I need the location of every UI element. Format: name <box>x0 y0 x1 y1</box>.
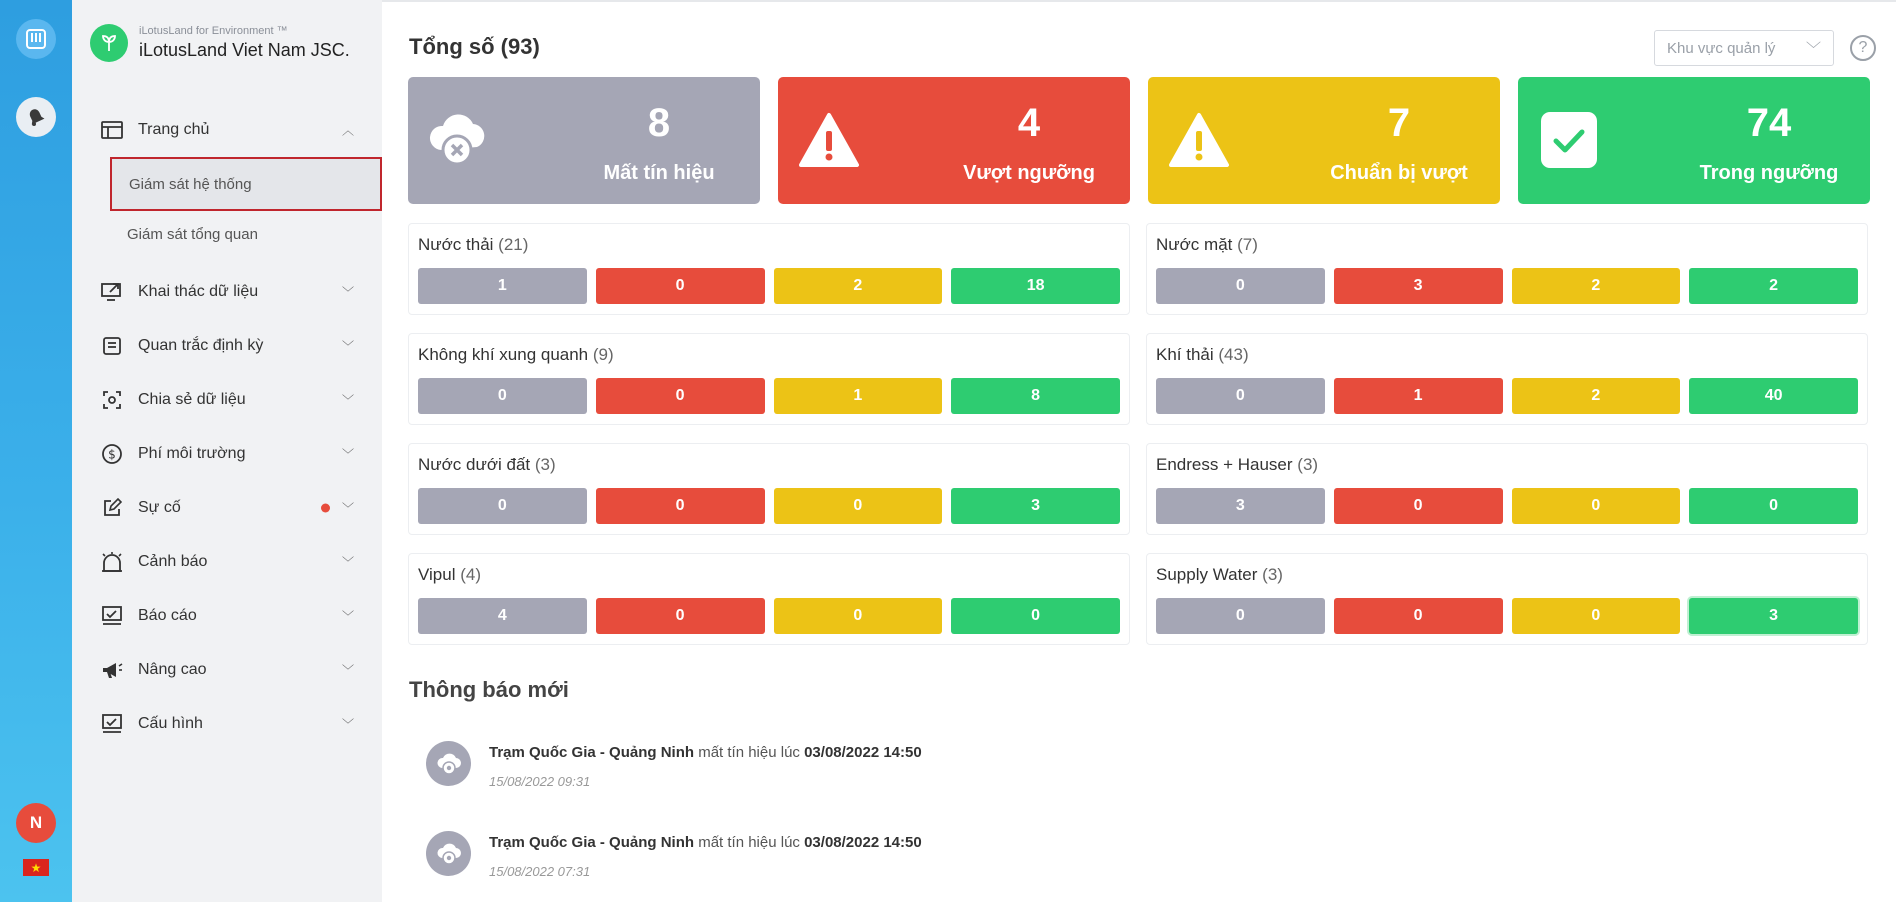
alarm-icon <box>100 550 124 574</box>
summary-label: Chuẩn bị vượt <box>1330 162 1468 184</box>
exceeded-count[interactable]: 3 <box>1334 268 1503 304</box>
within-threshold-count[interactable]: 3 <box>951 488 1120 524</box>
summary-count: 4 <box>1017 101 1041 145</box>
sidebar-subitem-system-monitoring[interactable]: Giám sát hệ thống <box>110 157 382 211</box>
group-card <box>1146 443 1868 535</box>
monitor-export-icon <box>100 280 124 304</box>
sidebar-item-warning[interactable] <box>72 535 382 589</box>
sidebar-item-label: Chia sẻ dữ liệu <box>138 391 246 408</box>
sidebar-item-label: Cảnh báo <box>138 553 208 570</box>
news-title: Thông báo mới <box>409 677 569 702</box>
notification-station: Trạm Quốc Gia - Quảng Ninh <box>489 834 695 851</box>
group-name: Nước dưới đất <box>418 455 531 474</box>
sidebar-item-environmental-fee[interactable] <box>72 427 382 481</box>
chevron-down-icon: ﹀ <box>341 609 354 624</box>
within-threshold-count[interactable]: 0 <box>951 598 1120 634</box>
app-logo-icon[interactable] <box>16 19 56 59</box>
document-icon <box>100 334 124 358</box>
summary-label: Trong ngưỡng <box>1699 162 1839 184</box>
exceeded-count[interactable]: 0 <box>596 268 765 304</box>
lost-signal-icon <box>426 741 471 786</box>
sidebar-item-home[interactable] <box>72 103 382 157</box>
group-count: (21) <box>498 235 529 254</box>
svg-text:$: $ <box>108 447 116 462</box>
exceeded-count[interactable]: 0 <box>596 378 765 414</box>
sidebar-item-label: Sự cố <box>138 499 181 516</box>
group-count: (4) <box>460 565 482 584</box>
group-count: (3) <box>1297 455 1319 474</box>
near-exceeded-count[interactable]: 0 <box>1512 598 1681 634</box>
near-exceeded-count[interactable]: 0 <box>774 488 943 524</box>
sidebar-item-label: Phí môi trường <box>138 445 246 462</box>
group-card <box>1146 333 1868 425</box>
exceeded-count[interactable]: 0 <box>596 488 765 524</box>
group-title <box>1156 235 1858 259</box>
near-exceeded-count[interactable]: 2 <box>1512 268 1681 304</box>
group-name: Vipul <box>418 565 456 584</box>
config-monitor-icon <box>100 712 124 736</box>
group-card <box>408 443 1130 535</box>
within-threshold-count[interactable]: 8 <box>951 378 1120 414</box>
group-name: Khí thải <box>1156 345 1214 364</box>
within-threshold-count[interactable]: 3 <box>1689 598 1858 634</box>
notification-station: Trạm Quốc Gia - Quảng Ninh <box>489 744 695 761</box>
group-title <box>1156 345 1858 369</box>
group-name: Nước thải <box>418 235 494 254</box>
notification-message: mất tín hiệu lúc <box>694 744 805 761</box>
group-count: (3) <box>534 455 556 474</box>
edit-icon <box>100 496 124 520</box>
check-square-icon <box>1536 107 1602 173</box>
sidebar-item-label: Trang chủ <box>138 121 210 138</box>
region-select[interactable] <box>1654 30 1834 66</box>
exceeded-count[interactable]: 0 <box>1334 488 1503 524</box>
within-threshold-count[interactable]: 2 <box>1689 268 1858 304</box>
group-name: Nước mặt <box>1156 235 1233 254</box>
near-exceeded-count[interactable]: 0 <box>1512 488 1681 524</box>
sidebar-item-label: Báo cáo <box>138 607 197 624</box>
help-icon[interactable]: ? <box>1850 35 1876 61</box>
notification-item[interactable] <box>426 831 1626 891</box>
megaphone-icon <box>100 658 124 682</box>
report-icon <box>100 604 124 628</box>
group-card <box>408 333 1130 425</box>
summary-card-near-exceeded[interactable] <box>1148 77 1500 204</box>
summary-card-within-threshold[interactable] <box>1518 77 1870 204</box>
sidebar-subitem-overview-monitoring[interactable]: Giám sát tổng quan <box>127 225 258 243</box>
notification-bell-icon[interactable] <box>16 97 56 137</box>
group-name: Endress + Hauser <box>1156 455 1293 474</box>
lost-signal-count[interactable]: 0 <box>418 488 587 524</box>
station-groups <box>408 223 1874 645</box>
region-select-placeholder: Khu vực quản lý <box>1667 39 1776 57</box>
sidebar-item-advanced[interactable] <box>72 643 382 697</box>
cloud-disconnected-icon <box>426 107 492 173</box>
group-title <box>418 235 1120 259</box>
within-threshold-count[interactable]: 18 <box>951 268 1120 304</box>
brand-subtitle: iLotusLand for Environment ™ <box>139 25 288 37</box>
chevron-down-icon: ﹀ <box>341 717 354 732</box>
exceeded-count[interactable]: 1 <box>1334 378 1503 414</box>
warning-triangle-icon <box>796 107 862 173</box>
warning-triangle-icon <box>1166 107 1232 173</box>
vietnam-flag-icon[interactable]: ★ <box>23 859 49 876</box>
group-card <box>1146 553 1868 645</box>
lost-signal-count[interactable]: 1 <box>418 268 587 304</box>
chevron-down-icon: ﹀ <box>341 555 354 570</box>
group-name: Supply Water <box>1156 565 1258 584</box>
summary-count: 8 <box>647 101 671 145</box>
near-exceeded-count[interactable]: 2 <box>774 268 943 304</box>
sidebar-item-label: Quan trắc định kỳ <box>138 337 264 354</box>
near-exceeded-count[interactable]: 1 <box>774 378 943 414</box>
near-exceeded-count[interactable]: 2 <box>1512 378 1681 414</box>
group-card <box>408 223 1130 315</box>
chevron-up-icon: ︿ <box>341 123 354 138</box>
summary-cards <box>408 77 1870 204</box>
chevron-down-icon: ﹀ <box>341 339 354 354</box>
lost-signal-count[interactable]: 0 <box>1156 598 1325 634</box>
group-title <box>1156 455 1858 479</box>
summary-card-exceeded[interactable] <box>778 77 1130 204</box>
within-threshold-count[interactable]: 40 <box>1689 378 1858 414</box>
page-title: Tổng số (93) <box>409 34 540 59</box>
scan-icon <box>100 388 124 412</box>
chevron-down-icon: ﹀ <box>341 663 354 678</box>
group-name: Không khí xung quanh <box>418 345 589 364</box>
brand <box>90 24 350 62</box>
summary-label: Mất tín hiệu <box>603 162 715 184</box>
lost-signal-count[interactable]: 4 <box>418 598 587 634</box>
group-card <box>1146 223 1868 315</box>
lost-signal-count[interactable]: 0 <box>1156 268 1325 304</box>
group-title <box>418 455 1120 479</box>
incident-alert-dot <box>321 504 330 513</box>
group-count: (7) <box>1237 235 1258 254</box>
dollar-icon <box>100 442 124 466</box>
notification-datetime: 03/08/2022 14:50 <box>804 744 922 761</box>
near-exceeded-count[interactable]: 0 <box>774 598 943 634</box>
sidebar-item-report[interactable] <box>72 589 382 643</box>
group-card <box>408 553 1130 645</box>
sidebar-item-label: Cấu hình <box>138 715 203 732</box>
lost-signal-count[interactable]: 3 <box>1156 488 1325 524</box>
chevron-down-icon: ﹀ <box>341 447 354 462</box>
within-threshold-count[interactable]: 0 <box>1689 488 1858 524</box>
sidebar-item-periodic-monitoring[interactable] <box>72 319 382 373</box>
chevron-down-icon: ﹀ <box>1805 40 1821 58</box>
lost-signal-count[interactable]: 0 <box>418 378 587 414</box>
brand-name: iLotusLand Viet Nam JSC. <box>139 40 350 60</box>
group-title <box>418 565 1120 589</box>
sidebar-item-incident[interactable] <box>72 481 382 535</box>
sidebar-item-configuration[interactable] <box>72 697 382 751</box>
sidebar-item-label: Khai thác dữ liệu <box>138 283 259 300</box>
notification-time: 15/08/2022 07:31 <box>489 864 591 879</box>
sidebar <box>72 0 382 902</box>
main-content <box>382 0 1896 902</box>
notification-time: 15/08/2022 09:31 <box>489 774 591 789</box>
summary-count: 74 <box>1746 101 1792 145</box>
group-count: (3) <box>1262 565 1283 584</box>
user-avatar[interactable]: N <box>16 803 56 843</box>
summary-label: Vượt ngưỡng <box>963 162 1095 184</box>
sidebar-item-data-sharing[interactable] <box>72 373 382 427</box>
notification-text <box>489 834 922 851</box>
notification-item[interactable] <box>426 741 1626 801</box>
summary-count: 7 <box>1387 101 1411 145</box>
group-count: (9) <box>592 345 614 364</box>
group-title <box>418 345 1120 369</box>
group-count: (43) <box>1218 345 1249 364</box>
dashboard-icon <box>100 118 124 142</box>
brand-leaf-icon <box>90 24 128 62</box>
chevron-down-icon: ﹀ <box>341 393 354 408</box>
lost-signal-icon <box>426 831 471 876</box>
notification-text <box>489 744 922 761</box>
chevron-down-icon: ﹀ <box>341 501 354 516</box>
sidebar-item-label: Nâng cao <box>138 661 207 678</box>
notification-datetime: 03/08/2022 14:50 <box>804 834 922 851</box>
lost-signal-count[interactable]: 0 <box>1156 378 1325 414</box>
group-title <box>1156 565 1858 589</box>
app-rail <box>0 0 72 902</box>
exceeded-count[interactable]: 0 <box>1334 598 1503 634</box>
sidebar-nav <box>72 103 382 751</box>
sidebar-item-data-mining[interactable] <box>72 265 382 319</box>
chevron-down-icon: ﹀ <box>341 285 354 300</box>
summary-card-lost-signal[interactable] <box>408 77 760 204</box>
notification-message: mất tín hiệu lúc <box>694 834 805 851</box>
exceeded-count[interactable]: 0 <box>596 598 765 634</box>
